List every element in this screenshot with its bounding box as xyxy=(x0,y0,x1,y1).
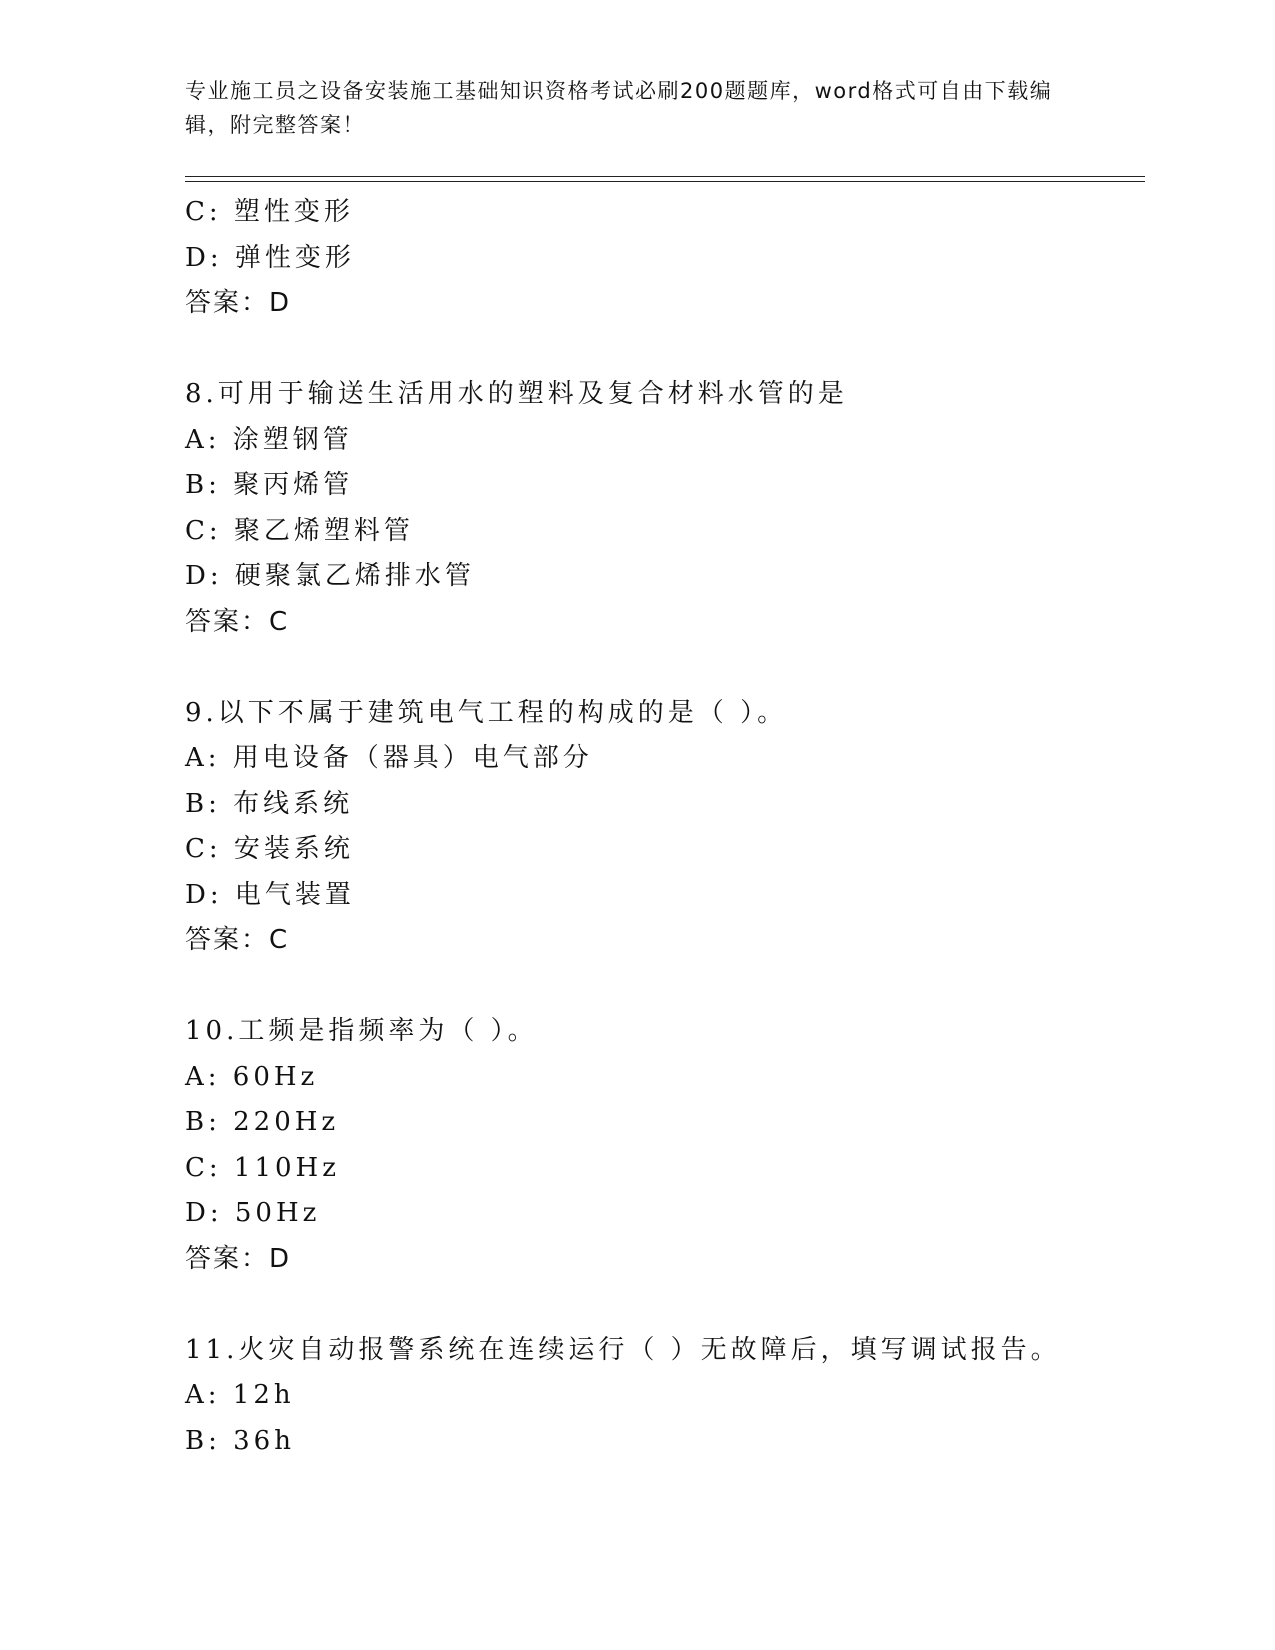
option-text: B: 36h xyxy=(185,1425,295,1456)
answer-text: 答案：D xyxy=(185,1243,292,1274)
option-text: A: 涂塑钢管 xyxy=(185,424,353,455)
question-list xyxy=(185,190,1145,1464)
header-divider-bottom xyxy=(185,181,1145,182)
option-text: C: 聚乙烯塑料管 xyxy=(185,515,414,546)
blank-spacer xyxy=(185,1282,1145,1328)
option-text: A: 12h xyxy=(185,1380,295,1410)
answer-text: 答案：D xyxy=(185,288,292,318)
option-text: D: 硬聚氯乙烯排水管 xyxy=(185,561,475,591)
question-text: 8.可用于输送生活用水的塑料及复合材料水管的是 xyxy=(185,379,848,409)
option-text: A: 60Hz xyxy=(185,1061,319,1092)
option-text: D: 50Hz xyxy=(185,1198,321,1228)
option-text: B: 220Hz xyxy=(185,1107,340,1137)
question-text: 10.工频是指频率为（ ）。 xyxy=(185,1016,538,1046)
answer-text: 答案：C xyxy=(185,606,290,637)
blank-spacer xyxy=(185,964,1145,1010)
document-header: 专业施工员之设备安装施工基础知识资格考试必刷200题题库，word格式可自由下载编辑，附完整答案！ xyxy=(185,79,1053,137)
option-text: B: 聚丙烯管 xyxy=(185,470,354,500)
option-text: C: 安装系统 xyxy=(185,834,354,864)
option-text: A: 用电设备（器具）电气部分 xyxy=(185,743,593,773)
option-text: C: 塑性变形 xyxy=(185,197,354,227)
blank-spacer xyxy=(185,645,1145,691)
option-text: C: 110Hz xyxy=(185,1152,340,1183)
question-text: 9.以下不属于建筑电气工程的构成的是（ ）。 xyxy=(185,697,788,728)
option-text: D: 电气装置 xyxy=(185,879,355,910)
option-text: B: 布线系统 xyxy=(185,788,354,819)
answer-text: 答案：C xyxy=(185,925,290,955)
question-text: 11.火灾自动报警系统在连续运行（ ）无故障后，填写调试报告。 xyxy=(185,1334,1061,1365)
blank-spacer xyxy=(185,327,1145,373)
header-divider-top xyxy=(185,176,1145,177)
option-text: D: 弹性变形 xyxy=(185,242,355,273)
